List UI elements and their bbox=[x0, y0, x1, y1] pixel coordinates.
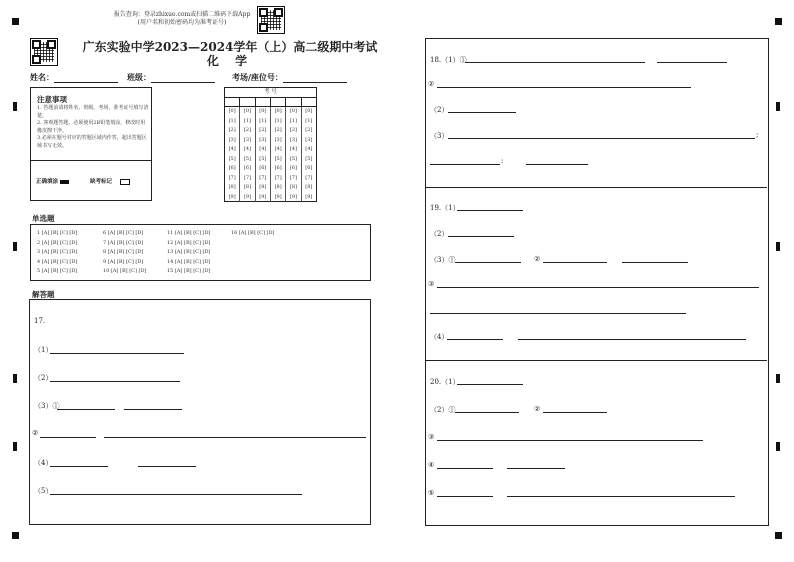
q18-part1-circle2-label: ② bbox=[428, 80, 435, 88]
absent-checkbox[interactable] bbox=[120, 179, 130, 185]
mc-question-row[interactable]: 11 [A] [B] [C] [D] bbox=[167, 230, 211, 236]
q17-part5-answer-line[interactable] bbox=[50, 494, 302, 495]
q20-part2a-answer-line[interactable] bbox=[455, 412, 519, 413]
exam-digit-bubble[interactable]: [2] bbox=[305, 127, 313, 133]
q20-part2g-answer-line[interactable] bbox=[507, 496, 735, 497]
timing-mark bbox=[13, 442, 17, 451]
timing-mark bbox=[776, 442, 780, 451]
q20-part1-label: 20.（1） bbox=[430, 378, 460, 386]
exam-number-column bbox=[286, 107, 301, 202]
exam-number-header: 考 号 bbox=[225, 88, 316, 98]
download-qr-code bbox=[257, 6, 285, 34]
exam-digit-bubble[interactable]: [4] bbox=[243, 146, 252, 152]
q19-part3-circle3-label: ③ bbox=[428, 280, 435, 288]
exam-digit-bubble[interactable]: [4] bbox=[305, 146, 313, 152]
exam-digit-bubble[interactable]: [6] bbox=[228, 165, 236, 171]
q20-circle3-label: ③ bbox=[428, 433, 435, 441]
mc-question-row[interactable]: 9 [A] [B] [C] [D] bbox=[103, 258, 144, 265]
exam-number-column bbox=[240, 107, 255, 202]
q19-part3e-answer-line[interactable] bbox=[430, 313, 686, 314]
q19-part3a-answer-line[interactable] bbox=[455, 262, 521, 263]
q19-part1-label: 19.（1） bbox=[430, 204, 460, 212]
q19-part4a-answer-line[interactable] bbox=[447, 339, 503, 340]
exam-number-column bbox=[302, 107, 316, 202]
report-query-note bbox=[112, 11, 252, 27]
class-field[interactable] bbox=[127, 72, 215, 83]
exam-digit-bubble[interactable]: [9] bbox=[274, 193, 282, 200]
corner-mark bbox=[12, 532, 19, 539]
q20-circle5-label: ⑤ bbox=[428, 489, 435, 497]
timing-mark bbox=[776, 102, 780, 111]
exam-digit-bubble[interactable]: [1] bbox=[274, 117, 282, 124]
exam-digit-bubble[interactable]: [0] bbox=[228, 108, 236, 114]
exam-digit-bubble[interactable]: [5] bbox=[259, 155, 267, 162]
exam-digit-bubble[interactable]: [5] bbox=[289, 155, 298, 162]
exam-digit-bubble[interactable]: [1] bbox=[228, 117, 236, 124]
q17-part3b-answer-line[interactable] bbox=[124, 409, 182, 410]
q17-part4b-answer-line[interactable] bbox=[138, 466, 196, 467]
q18-part1a-answer-line[interactable] bbox=[465, 62, 645, 63]
exam-digit-bubble[interactable]: [2] bbox=[289, 127, 298, 133]
q19-part3d-answer-line[interactable] bbox=[437, 287, 759, 288]
q18-part2-answer-line[interactable] bbox=[448, 112, 516, 113]
q20-part2c-answer-line[interactable] bbox=[437, 440, 703, 441]
q17-part1-answer-line[interactable] bbox=[50, 353, 184, 354]
exam-number-columns bbox=[225, 107, 316, 202]
exam-digit-bubble[interactable]: [7] bbox=[243, 174, 252, 181]
notice-line: 3.必须在题号对应的答题区域内作答，超出答题区域书写无效。 bbox=[37, 135, 147, 149]
exam-digit-bubble[interactable]: [3] bbox=[259, 136, 267, 143]
mc-question-row[interactable]: 6 [A] [B] [C] [D] bbox=[103, 230, 144, 236]
mc-question-row[interactable]: 14 [A] [B] [C] [D] bbox=[167, 258, 211, 265]
corner-mark bbox=[775, 532, 782, 539]
mc-question-row[interactable]: 4 [A] [B] [C] [D] bbox=[37, 258, 78, 265]
q19-part1-answer-line[interactable] bbox=[457, 210, 523, 211]
q17-part3-circle2-label: ② bbox=[32, 429, 39, 437]
absent-mark-legend bbox=[90, 177, 130, 185]
exam-number-column bbox=[256, 107, 271, 202]
note-line-1: 报告查询：登录zhixue.com或扫描二维码下载App bbox=[113, 11, 251, 18]
exam-digit-bubble[interactable]: [6] bbox=[289, 165, 298, 171]
q18-part3-label: （3） bbox=[430, 132, 449, 140]
filled-bubble-icon bbox=[60, 180, 69, 184]
absent-mark-label: 缺考标记 bbox=[90, 179, 113, 185]
q17-part4a-answer-line[interactable] bbox=[50, 466, 108, 467]
q17-part2-label: （2） bbox=[34, 374, 53, 382]
exam-digit-bubble[interactable]: [7] bbox=[274, 174, 282, 181]
q20-circle4-label: ④ bbox=[428, 461, 435, 469]
exam-digit-bubble[interactable]: [8] bbox=[274, 184, 282, 190]
exam-digit-bubble[interactable]: [9] bbox=[228, 193, 236, 200]
exam-digit-bubble[interactable]: [7] bbox=[228, 174, 236, 181]
exam-digit-bubble[interactable]: [9] bbox=[305, 193, 313, 200]
seat-field[interactable] bbox=[232, 72, 347, 83]
exam-digit-bubble[interactable]: [1] bbox=[259, 117, 267, 124]
exam-digit-bubble[interactable]: [4] bbox=[259, 146, 267, 152]
notice-line: 1. 答题前请将姓名、班级、考场、准考证号填写清楚。 bbox=[37, 105, 149, 119]
q18-part2-label: （2） bbox=[430, 106, 449, 114]
exam-digit-bubble[interactable]: [0] bbox=[243, 108, 252, 114]
note-line-2: (用户名和初始密码均为准考证号) bbox=[137, 19, 227, 26]
exam-digit-bubble[interactable]: [4] bbox=[274, 146, 282, 152]
mc-question-row[interactable]: 8 [A] [B] [C] [D] bbox=[103, 249, 144, 255]
q19-part3c-answer-line[interactable] bbox=[622, 262, 688, 263]
notice-text bbox=[37, 105, 149, 150]
correct-fill-label: 正确填涂 bbox=[36, 179, 59, 185]
q20-part2e-answer-line[interactable] bbox=[507, 468, 565, 469]
q20-part2b-answer-line[interactable] bbox=[543, 412, 607, 413]
exam-number-write-row[interactable] bbox=[225, 98, 316, 107]
q20-part2-label: （2）① bbox=[430, 406, 456, 414]
q17-part1-label: （1） bbox=[34, 346, 53, 354]
exam-digit-bubble[interactable]: [4] bbox=[289, 146, 298, 152]
q17-part2-answer-line[interactable] bbox=[50, 381, 180, 382]
mc-question-row[interactable]: 16 [A] [B] [C] [D] bbox=[231, 230, 275, 236]
exam-digit-bubble[interactable]: [1] bbox=[243, 117, 252, 124]
q19-part3-circle2-label: ② bbox=[534, 255, 541, 263]
q20-part1-answer-line[interactable] bbox=[457, 384, 523, 385]
notice-line: 2. 客观题答题，必须使用2B铅笔填涂，修改时用橡皮擦干净。 bbox=[37, 120, 146, 134]
name-label: 姓名： bbox=[30, 72, 54, 82]
q18-part3a-answer-line[interactable] bbox=[448, 138, 755, 139]
answer-section-label: 解答题 bbox=[32, 290, 55, 299]
exam-digit-bubble[interactable]: [9] bbox=[243, 193, 252, 200]
mc-question-row[interactable]: 15 [A] [B] [C] [D] bbox=[167, 268, 211, 274]
name-input-line[interactable] bbox=[54, 73, 118, 83]
exam-digit-bubble[interactable]: [6] bbox=[243, 165, 252, 171]
q18-part3c-answer-line[interactable] bbox=[526, 164, 588, 165]
q19-part2-label: （2） bbox=[430, 230, 449, 238]
mc-question-row[interactable]: 5 [A] [B] [C] [D] bbox=[37, 268, 78, 274]
timing-mark bbox=[776, 374, 780, 383]
q19-part4-label: （4） bbox=[430, 333, 449, 341]
exam-digit-bubble[interactable]: [6] bbox=[305, 165, 313, 171]
q18-part1c-answer-line[interactable] bbox=[437, 87, 691, 88]
q19-part2-answer-line[interactable] bbox=[448, 236, 514, 237]
student-qr-code bbox=[30, 38, 58, 66]
exam-number-column bbox=[225, 107, 240, 202]
q17-part3a-answer-line[interactable] bbox=[57, 409, 115, 410]
timing-mark bbox=[13, 102, 17, 111]
exam-digit-bubble[interactable]: [1] bbox=[305, 117, 313, 124]
exam-digit-bubble[interactable]: [3] bbox=[305, 136, 313, 143]
mc-question-row[interactable]: 1 [A] [B] [C] [D] bbox=[37, 230, 78, 236]
exam-number-grid bbox=[224, 87, 317, 202]
mc-section-label: 单选题 bbox=[32, 214, 55, 223]
q20-part2d-answer-line[interactable] bbox=[437, 468, 493, 469]
exam-digit-bubble[interactable]: [0] bbox=[305, 108, 313, 114]
mc-answer-box bbox=[30, 224, 371, 281]
exam-digit-bubble[interactable]: [8] bbox=[305, 184, 313, 190]
q19-part3b-answer-line[interactable] bbox=[543, 262, 607, 263]
exam-digit-bubble[interactable]: [7] bbox=[305, 174, 313, 181]
q17-part4-label: （4） bbox=[34, 459, 53, 467]
exam-digit-bubble[interactable]: [5] bbox=[305, 155, 313, 162]
q19-part4b-answer-line[interactable] bbox=[518, 339, 746, 340]
exam-digit-bubble[interactable]: [9] bbox=[289, 193, 298, 200]
mc-question-row[interactable]: 10 [A] [B] [C] [D] bbox=[103, 268, 147, 274]
exam-digit-bubble[interactable]: [2] bbox=[259, 127, 267, 133]
seat-label: 考场/座位号： bbox=[232, 72, 283, 82]
timing-mark bbox=[776, 242, 780, 251]
name-field[interactable] bbox=[30, 72, 118, 83]
q18-colon: : bbox=[501, 157, 504, 165]
mc-question-row[interactable]: 3 [A] [B] [C] [D] bbox=[37, 249, 78, 255]
timing-mark bbox=[13, 374, 17, 383]
mc-question-row[interactable]: 13 [A] [B] [C] [D] bbox=[167, 249, 211, 255]
q19-q20-divider bbox=[425, 360, 767, 361]
exam-digit-bubble[interactable]: [9] bbox=[259, 193, 267, 200]
seat-input-line[interactable] bbox=[283, 73, 347, 83]
q18-part3b-answer-line[interactable] bbox=[430, 164, 500, 165]
exam-digit-bubble[interactable]: [6] bbox=[274, 165, 282, 171]
class-input-line[interactable] bbox=[151, 73, 215, 83]
exam-digit-bubble[interactable]: [4] bbox=[228, 146, 236, 152]
exam-digit-bubble[interactable]: [5] bbox=[228, 155, 236, 162]
timing-mark bbox=[13, 242, 17, 251]
q19-part3-label: （3）① bbox=[430, 256, 456, 264]
mc-question-row[interactable]: 2 [A] [B] [C] [D] bbox=[37, 239, 78, 246]
exam-digit-bubble[interactable]: [2] bbox=[243, 127, 252, 133]
exam-digit-bubble[interactable]: [8] bbox=[243, 184, 252, 190]
exam-number-column bbox=[271, 107, 286, 202]
corner-mark bbox=[775, 18, 782, 25]
exam-digit-bubble[interactable]: [6] bbox=[259, 165, 267, 171]
exam-digit-bubble[interactable]: [0] bbox=[289, 108, 298, 114]
exam-digit-bubble[interactable]: [8] bbox=[228, 184, 236, 190]
notice-title: 注意事项 bbox=[37, 95, 67, 104]
q18-part1b-answer-line[interactable] bbox=[657, 62, 727, 63]
exam-digit-bubble[interactable]: [5] bbox=[243, 155, 252, 162]
exam-subject: 化 学 bbox=[206, 54, 254, 68]
q18-part1-label: 18.（1）① bbox=[430, 56, 467, 64]
correct-fill-legend bbox=[36, 177, 69, 185]
q17-part3d-answer-line[interactable] bbox=[104, 437, 366, 438]
exam-digit-bubble[interactable]: [2] bbox=[228, 127, 236, 133]
exam-digit-bubble[interactable]: [8] bbox=[289, 184, 298, 190]
q18-q19-divider bbox=[425, 187, 767, 188]
class-label: 班级： bbox=[127, 72, 151, 82]
q18-semicolon: ; bbox=[756, 131, 759, 139]
q17-part3c-answer-line[interactable] bbox=[40, 437, 96, 438]
q17-box bbox=[29, 299, 371, 525]
exam-digit-bubble[interactable]: [0] bbox=[259, 108, 267, 114]
q17-part5-label: （5） bbox=[34, 487, 53, 495]
exam-digit-bubble[interactable]: [1] bbox=[289, 117, 298, 124]
exam-title: 广东实验中学2023—2024学年（上）高二级期中考试 bbox=[82, 40, 378, 54]
q17-part3-label: （3）① bbox=[34, 402, 60, 410]
exam-digit-bubble[interactable]: [3] bbox=[289, 136, 298, 143]
q20-circle2-label: ② bbox=[534, 405, 541, 413]
q17-number: 17. bbox=[34, 317, 46, 325]
exam-digit-bubble[interactable]: [7] bbox=[259, 174, 267, 181]
mc-question-row[interactable]: 12 [A] [B] [C] [D] bbox=[167, 239, 211, 246]
exam-digit-bubble[interactable]: [2] bbox=[274, 127, 282, 133]
corner-mark bbox=[12, 18, 19, 25]
exam-digit-bubble[interactable]: [3] bbox=[243, 136, 252, 143]
exam-digit-bubble[interactable]: [0] bbox=[274, 108, 282, 114]
exam-digit-bubble[interactable]: [7] bbox=[289, 174, 298, 181]
exam-digit-bubble[interactable]: [3] bbox=[228, 136, 236, 143]
q20-part2f-answer-line[interactable] bbox=[437, 496, 493, 497]
exam-digit-bubble[interactable]: [5] bbox=[274, 155, 282, 162]
mc-question-row[interactable]: 7 [A] [B] [C] [D] bbox=[103, 239, 144, 246]
exam-digit-bubble[interactable]: [3] bbox=[274, 136, 282, 143]
exam-digit-bubble[interactable]: [8] bbox=[259, 184, 267, 190]
